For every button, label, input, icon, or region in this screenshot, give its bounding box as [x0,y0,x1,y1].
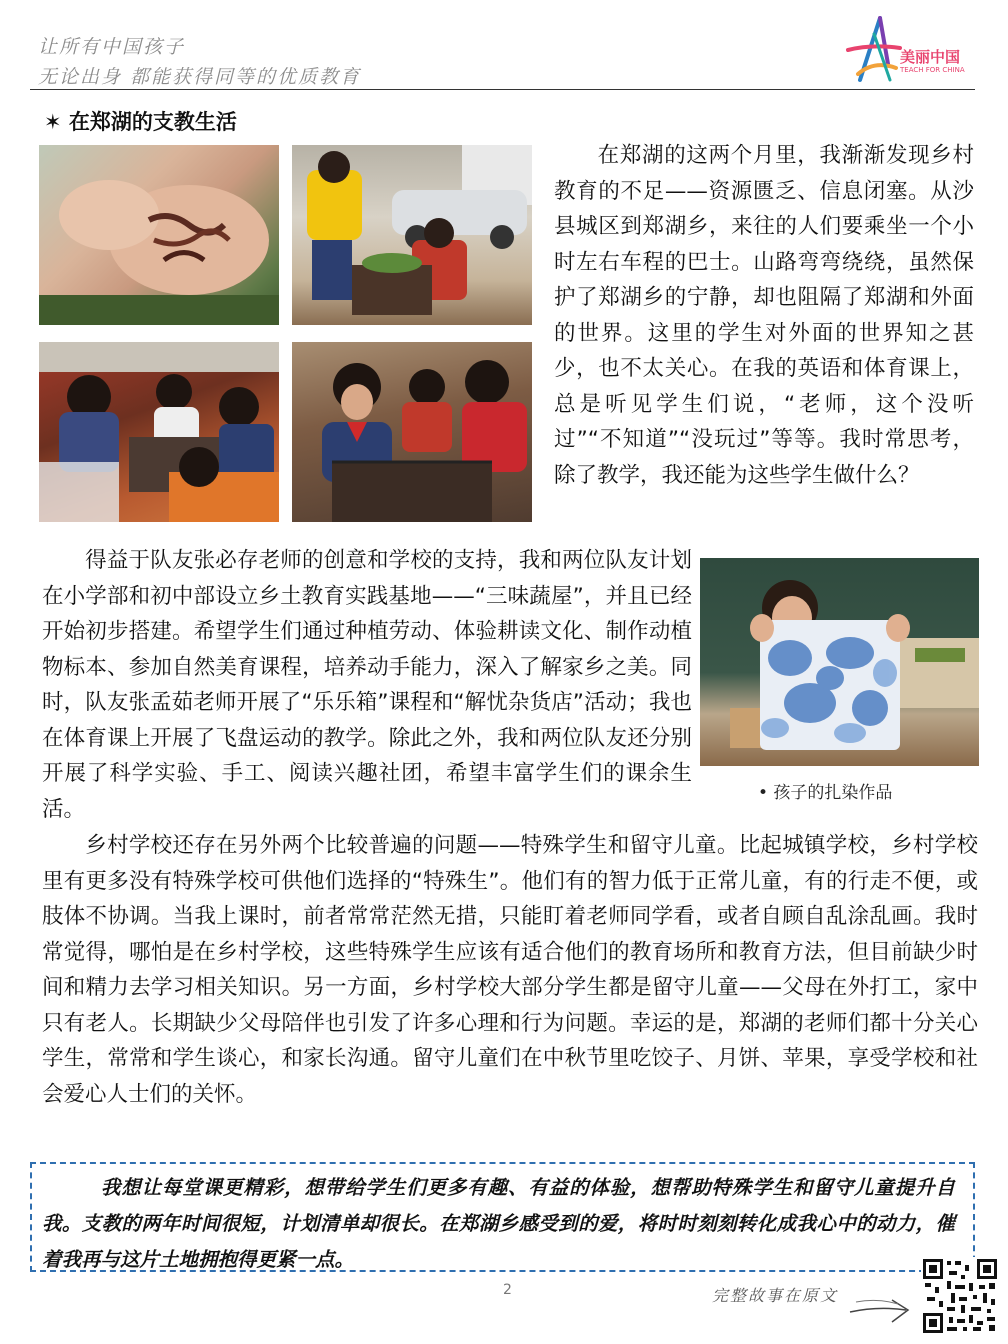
photo-earthworms-in-hand [39,145,279,325]
logo-en-text: TEACH FOR CHINA [900,66,965,74]
photo-students-building-boxes [39,342,279,522]
paragraph-2-text: 得益于队友张必存老师的创意和学校的支持，我和两位队友计划在小学部和初中部设立乡土教育实践基地——“三味蔬屋”，并且已经开始初步搭建。希望学生们通过种植劳动、体验耕读文化、制作动植物标本、参加自然美育课程，培养动手能力，深入了解家乡之美。同时，队友张孟茹老师开展了“乐乐箱”课程和“解忧杂货店”活动；我也在体育课上开展了飞盘运动的教学。除此之外，我和两位队友还分别开展了科学实验、手工、阅读兴趣社团，希望丰富学生们的课余生活。 [42,548,692,822]
slogan-line-2: 无论出身 都能获得同等的优质教育 [38,66,362,88]
closing-quote [32,1164,973,1278]
qr-code[interactable] [921,1257,999,1335]
photo-girls-assembling-planters [292,342,532,522]
full-story-note: 完整故事在原文 [712,1286,839,1305]
arrow-right-icon [848,1296,914,1326]
closing-quote-text: 我想让每堂课更精彩，想带给学生们更多有趣、有益的体验，想帮助特殊学生和留守儿童提升自我。支教的两年时间很短，计划清单却很长。在郑湖乡感受到的爱，将时时刻刻转化成我心中的动力，催着我再与这片土地拥抱得更紧一点。 [42,1176,955,1271]
teach-for-china-logo [844,14,974,86]
slogan-line-1: 让所有中国孩子 [38,36,186,58]
photo-caption: • 孩子的扎染作品 [758,783,893,803]
paragraph-rural-education-gap [554,138,974,493]
header-divider [30,89,975,90]
section-title-text: 在郑湖的支教生活 [68,110,237,134]
photo-tie-dye-artwork [700,558,979,766]
paragraph-practice-base [42,543,692,827]
star-bullet-icon: ✶ [44,110,62,134]
logo-cn-text: 美丽中国 [900,48,961,66]
star-logo-icon [844,14,904,84]
closing-quote-box [30,1162,975,1272]
photo-students-planting [292,145,532,325]
section-title [44,106,237,136]
qr-code-icon [921,1257,999,1335]
paragraph-3-text: 乡村学校还存在另外两个比较普遍的问题——特殊学生和留守儿童。比起城镇学校，乡村学校里有更多没有特殊学校可供他们选择的“特殊生”。他们有的智力低于正常儿童，有的行走不便，或肢体不协调。当我上课时，前者常常茫然无措，只能盯着老师同学看，或者自顾自乱涂乱画。我时常觉得，哪怕是在乡村学校，这些特殊学生应该有适合他们的教育场所和教育方法，但目前缺少时间和精力去学习相关知识。另一方面，乡村学校大部分学生都是留守儿童——父母在外打工，家中只有老人。长期缺少父母陪伴也引发了许多心理和行为问题。幸运的是，郑湖的老师们都十分关心学生，常常和学生谈心，和家长沟通。留守儿童们在中秋节里吃饺子、月饼、苹果，享受学校和社会爱心人士们的关怀。 [42,833,978,1107]
page-number: 2 [503,1282,512,1298]
paragraph-special-students [42,828,978,1112]
paragraph-1-text: 在郑湖的这两个月里，我渐渐发现乡村教育的不足——资源匮乏、信息闭塞。从沙县城区到郑湖乡，来往的人们要乘坐一个小时左右车程的巴士。山路弯弯绕绕，虽然保护了郑湖乡的宁静，却也阻隔了郑湖和外面的世界。这里的学生对外面的世界知之甚少，也不太关心。在我的英语和体育课上，总是听见学生们说，“老师，这个没听过”“不知道”“没玩过”等等。我时常思考，除了教学，我还能为这些学生做什么？ [554,143,974,488]
